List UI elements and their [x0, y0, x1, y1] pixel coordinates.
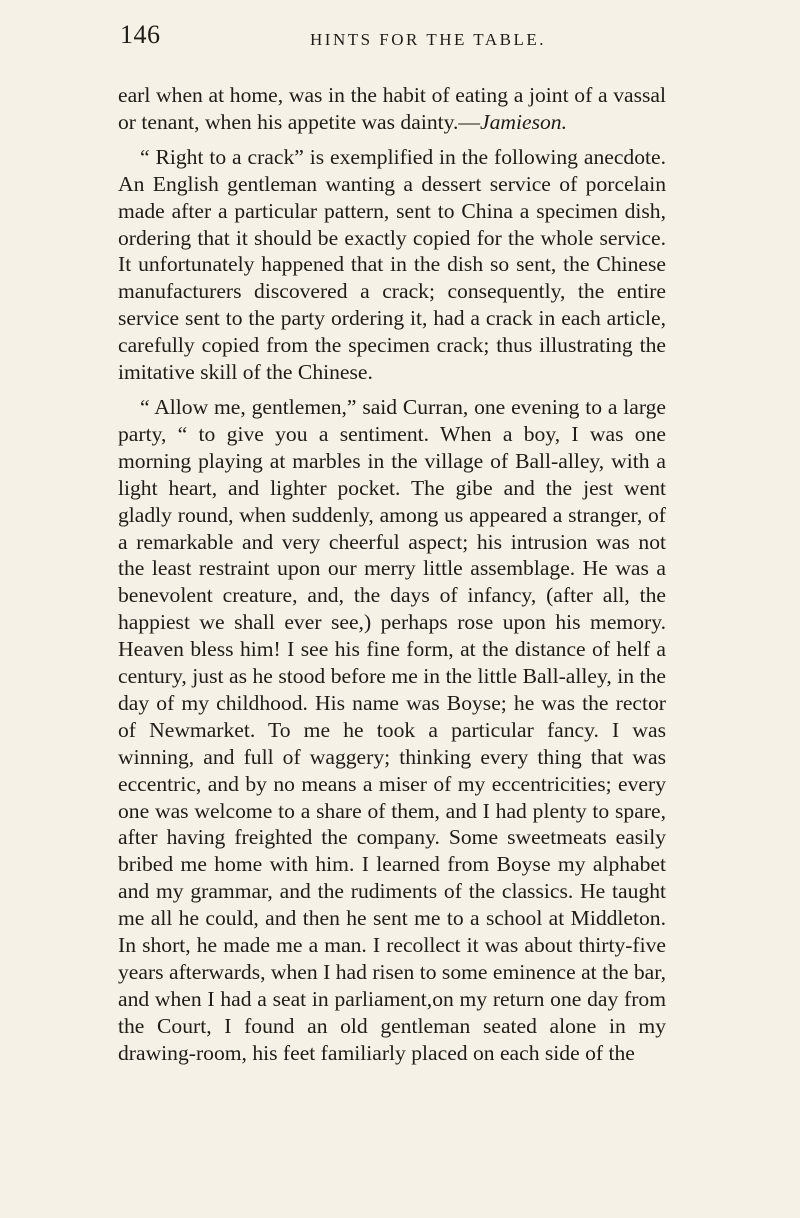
paragraph-jamieson-quote	[118, 82, 666, 136]
attribution: Jamieson.	[480, 109, 567, 134]
running-head: HINTS FOR THE TABLE.	[310, 30, 546, 49]
page-header	[120, 20, 700, 60]
page-number: 146	[120, 20, 161, 49]
paragraph-curran-sentiment: “ Allow me, gentlemen,” said Curran, one evening to a large party, “ to give you a sentiment. When a boy, I was one morning playing at marbles in the village of Ball-alley, with a light heart, and lighter pocket. The gibe and the jest went gladly round, when suddenly, among us appeared a stranger, of a remarkable and very cheerful aspect; his intrusion was not the least restraint upon our merry little assemblage. He was a benevolent creature, and, the days of infancy, (after all, the happiest we shall ever see,) perhaps rose upon his memory. Heaven bless him! I see his fine form, at the distance of helf a century, just as he stood before me in the little Ball-alley, in the day of my childhood. His name was Boyse; he was the rector of Newmarket. To me he took a particular fancy. I was winning, and full of waggery; thinking every thing that was eccentric, and by no means a miser of my eccentricities; every one was welcome to a share of them, and I had plenty to spare, after having freighted the company. Some sweetmeats easily bribed me home with him. I learned from Boyse my alphabet and my grammar, and the rudiments of the classics. He taught me all he could, and then he sent me to a school at Middleton. In short, he made me a man. I recollect it was about thirty-five years afterwards, when I had risen to some eminence at the bar, and when I had a seat in parliament,on my return one day from the Court, I found an old gentleman seated alone in my drawing-room, his feet familiarly placed on each side of the	[118, 394, 666, 1065]
paragraph-right-to-a-crack: “ Right to a crack” is exemplified in the following anecdote. An English gentleman wanting a dessert service of porcelain made after a particular pattern, sent to China a specimen dish, ordering that it should be exactly copied for the whole service. It unfortunately happened that in the dish so sent, the Chinese manufacturers discovered a crack; consequently, the entire service sent to the party ordering it, had a crack in each article, carefully copied from the specimen crack; thus illustrating the imitative skill of the Chinese.	[118, 144, 666, 385]
paragraph-text: earl when at home, was in the habit of eating a joint of a vassal or tenant, when his appetite was dainty.—	[118, 83, 666, 134]
body-text	[118, 82, 666, 1067]
